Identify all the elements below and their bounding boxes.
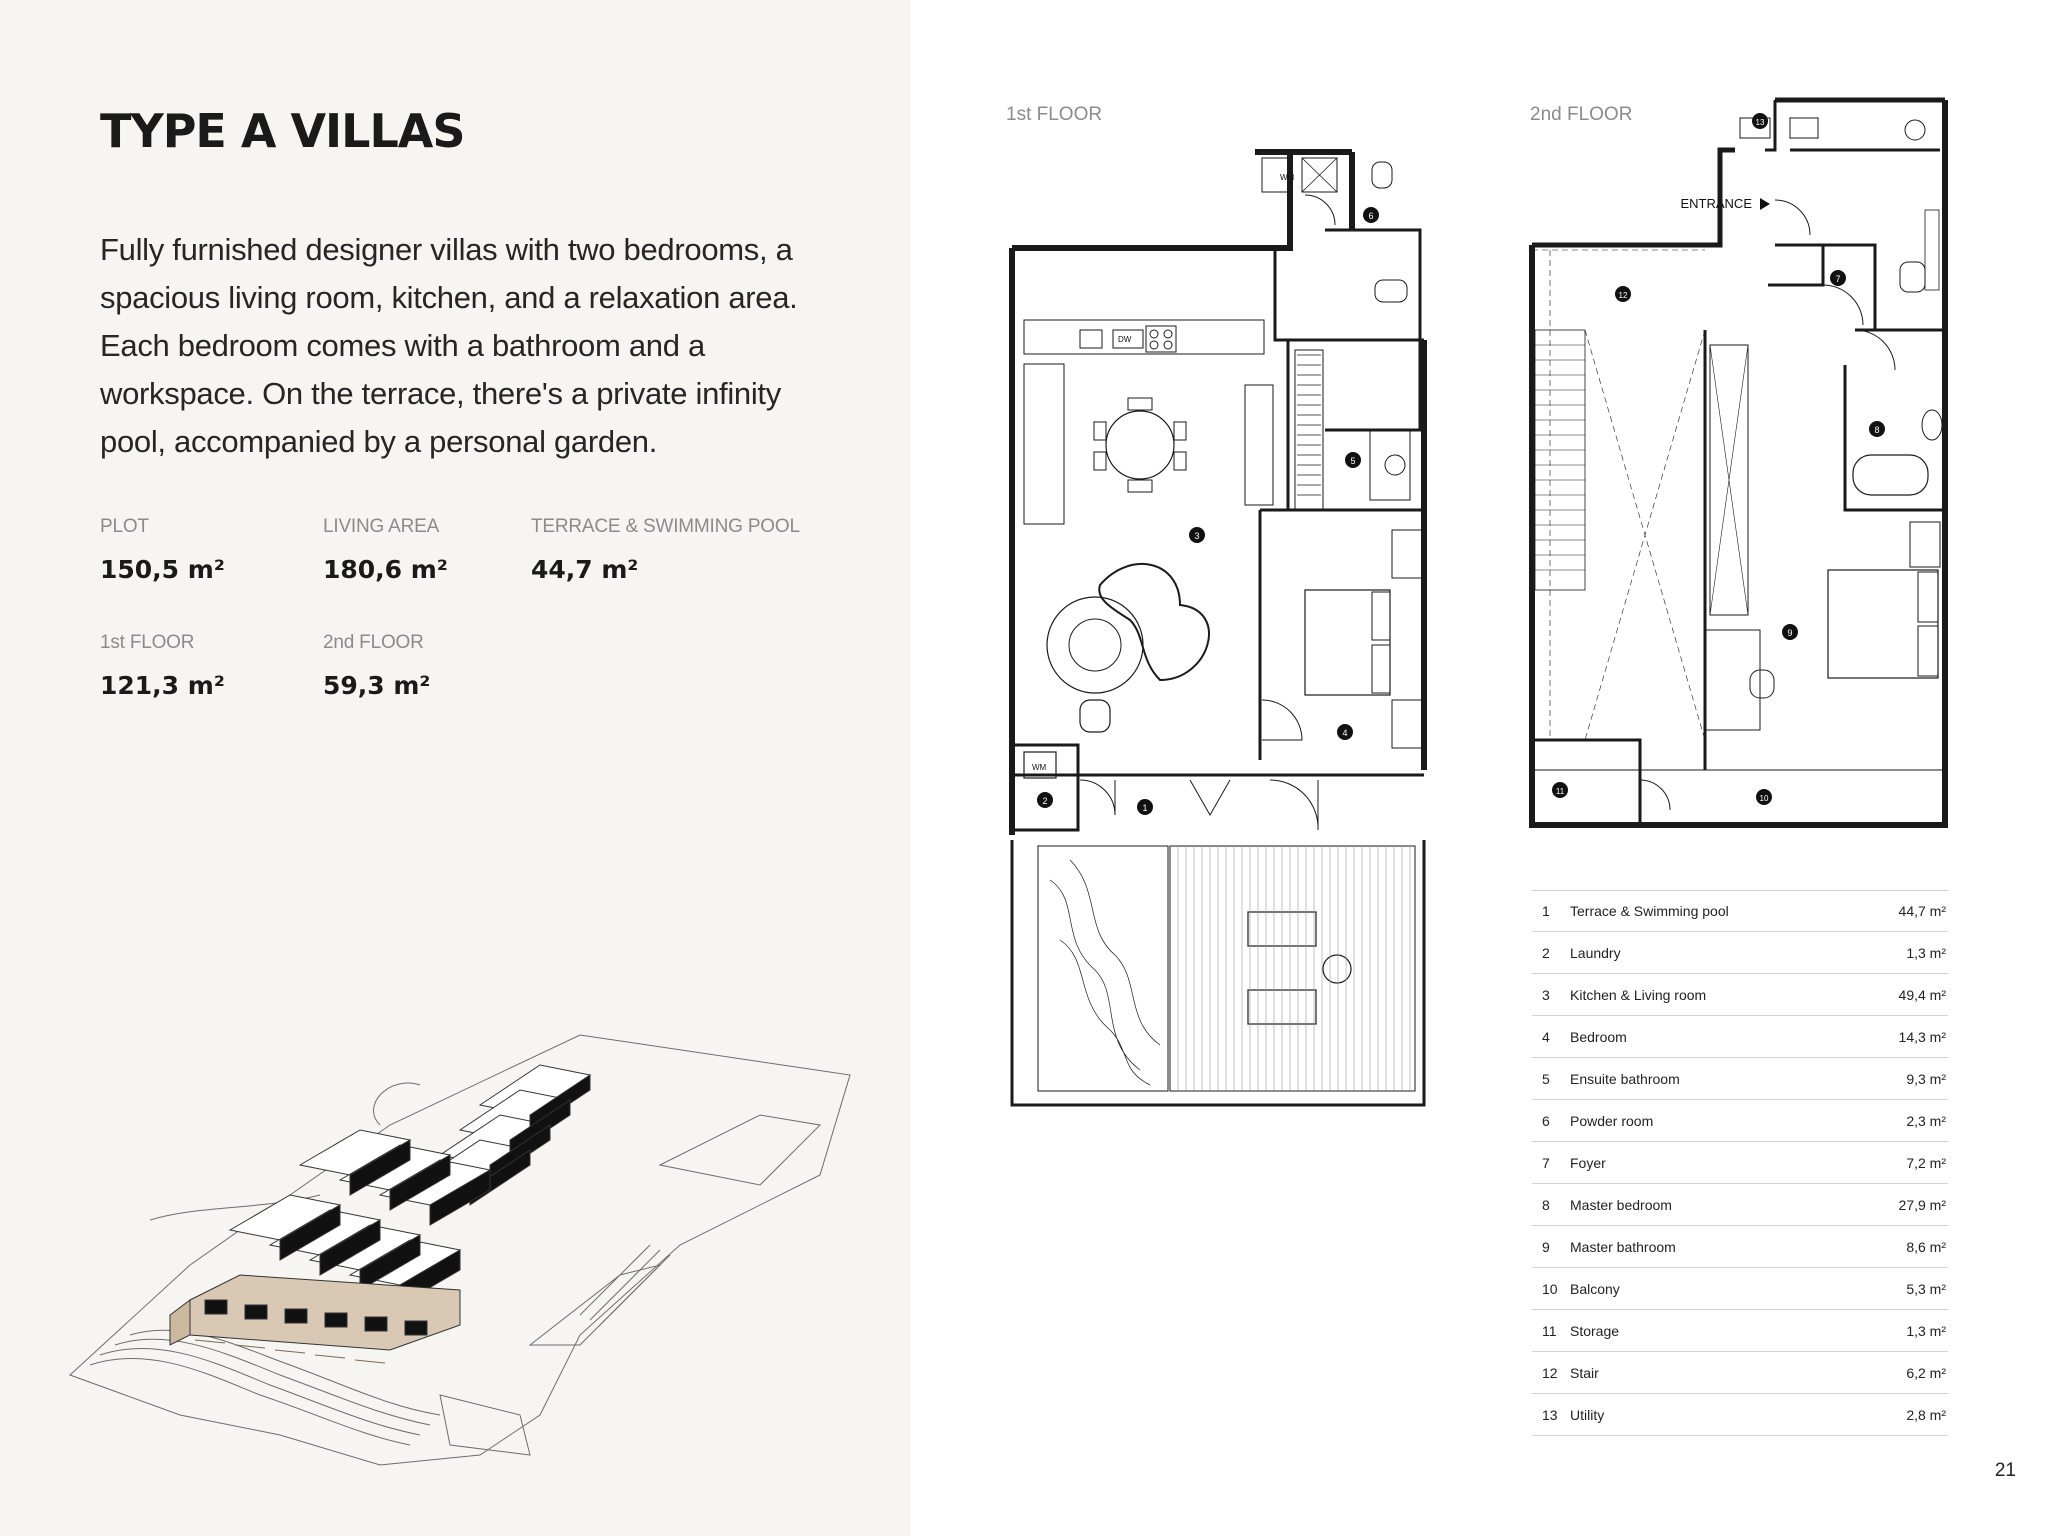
legend-name: Stair — [1570, 1364, 1599, 1381]
svg-text:11: 11 — [1555, 787, 1565, 796]
legend-name: Storage — [1570, 1322, 1620, 1339]
stat-label: TERRACE & SWIMMING POOL — [531, 516, 800, 537]
stat-label: LIVING AREA — [323, 516, 440, 537]
stat-second-floor — [323, 632, 430, 700]
legend-name: Foyer — [1570, 1154, 1606, 1171]
legend-num: 7 — [1542, 1154, 1550, 1171]
page-title: TYPE A VILLAS — [100, 104, 465, 158]
legend-name: Laundry — [1570, 944, 1621, 961]
stat-value: 150,5 m² — [100, 555, 225, 584]
stat-living-area — [323, 516, 448, 584]
first-floor-label: 1st FLOOR — [1006, 104, 1103, 125]
wm-label: WM — [1280, 173, 1295, 182]
stat-value: 59,3 m² — [323, 671, 431, 700]
svg-text:2: 2 — [1042, 796, 1048, 806]
legend-name: Master bathroom — [1570, 1238, 1676, 1255]
legend-row — [1532, 1268, 1948, 1310]
entrance-label: ENTRANCE — [1680, 196, 1752, 211]
stat-label: 1st FLOOR — [100, 632, 195, 653]
legend-row — [1532, 1184, 1948, 1226]
legend-num: 12 — [1542, 1364, 1558, 1381]
legend-num: 9 — [1542, 1238, 1550, 1255]
page-number: 21 — [1994, 1460, 2016, 1481]
legend-row — [1532, 890, 1948, 932]
legend-name: Bedroom — [1570, 1028, 1627, 1045]
legend-name: Terrace & Swimming pool — [1570, 903, 1729, 919]
description: Fully furnished designer villas with two bedrooms, a spacious living room, kitchen, and a relaxation area. Each bedroom comes with a bathroom and a workspace. On the terrace, there's a private infinity pool, accompanied by a personal garden. — [100, 232, 798, 459]
legend-row — [1532, 1058, 1948, 1100]
stat-plot — [100, 516, 225, 584]
svg-text:10: 10 — [1759, 794, 1769, 803]
legend-area: 2,8 m² — [1906, 1406, 1946, 1423]
svg-text:7: 7 — [1835, 274, 1841, 284]
legend-area: 8,6 m² — [1906, 1238, 1946, 1255]
svg-text:13: 13 — [1755, 118, 1765, 127]
legend-row — [1532, 1100, 1948, 1142]
legend-num: 3 — [1542, 986, 1550, 1003]
stat-label: 2nd FLOOR — [323, 632, 424, 653]
legend-area: 49,4 m² — [1898, 986, 1946, 1003]
svg-text:5: 5 — [1350, 456, 1356, 466]
room-legend — [1532, 890, 1948, 1436]
svg-text:3: 3 — [1194, 531, 1200, 541]
legend-num: 1 — [1542, 903, 1550, 919]
legend-num: 4 — [1542, 1028, 1550, 1045]
stat-first-floor — [100, 632, 225, 700]
wm-label: WM — [1032, 763, 1047, 772]
legend-area: 1,3 m² — [1906, 944, 1946, 961]
svg-text:4: 4 — [1342, 728, 1348, 738]
legend-row — [1532, 1142, 1948, 1184]
legend-num: 5 — [1542, 1070, 1550, 1087]
legend-area: 2,3 m² — [1906, 1112, 1946, 1129]
legend-area: 6,2 m² — [1906, 1364, 1946, 1381]
legend-area: 44,7 m² — [1898, 903, 1946, 919]
legend-area: 27,9 m² — [1898, 1196, 1946, 1213]
stat-terrace — [531, 516, 800, 584]
site-plan-illustration — [60, 1015, 860, 1475]
stat-value: 121,3 m² — [100, 671, 225, 700]
second-floor-plan — [1520, 90, 1960, 840]
legend-area: 5,3 m² — [1906, 1280, 1946, 1297]
legend-name: Utility — [1570, 1406, 1605, 1423]
legend-num: 10 — [1542, 1280, 1558, 1297]
legend-area: 9,3 m² — [1906, 1070, 1946, 1087]
svg-text:8: 8 — [1874, 425, 1880, 435]
legend-name: Ensuite bathroom — [1570, 1070, 1680, 1087]
svg-text:12: 12 — [1618, 291, 1628, 300]
legend-name: Master bedroom — [1570, 1196, 1672, 1213]
entrance-arrow-icon — [1760, 198, 1770, 210]
svg-text:1: 1 — [1142, 803, 1148, 813]
legend-row — [1532, 1016, 1948, 1058]
legend-row — [1532, 1226, 1948, 1268]
second-floor-label: 2nd FLOOR — [1530, 104, 1633, 125]
first-floor-plan — [1000, 140, 1440, 1120]
legend-area: 7,2 m² — [1906, 1154, 1946, 1171]
decking-lines — [1178, 846, 1410, 1091]
stat-label: PLOT — [100, 516, 149, 537]
dw-label: DW — [1118, 335, 1132, 344]
svg-text:6: 6 — [1368, 211, 1374, 221]
legend-num: 2 — [1542, 944, 1550, 961]
legend-num: 11 — [1542, 1322, 1557, 1339]
villa-blocks-back — [230, 1065, 590, 1305]
legend-num: 8 — [1542, 1196, 1550, 1213]
legend-area: 1,3 m² — [1906, 1322, 1946, 1339]
legend-name: Powder room — [1570, 1112, 1654, 1129]
legend-name: Kitchen & Living room — [1570, 986, 1707, 1003]
legend-num: 6 — [1542, 1112, 1550, 1129]
legend-name: Balcony — [1570, 1280, 1620, 1297]
legend-area: 14,3 m² — [1898, 1028, 1946, 1045]
stat-value: 44,7 m² — [531, 555, 639, 584]
stat-value: 180,6 m² — [323, 555, 448, 584]
legend-row — [1532, 1394, 1948, 1436]
legend-row — [1532, 932, 1948, 974]
legend-num: 13 — [1542, 1406, 1558, 1423]
legend-row — [1532, 1310, 1948, 1352]
svg-text:9: 9 — [1787, 628, 1793, 638]
legend-row — [1532, 1352, 1948, 1394]
legend-row — [1532, 974, 1948, 1016]
